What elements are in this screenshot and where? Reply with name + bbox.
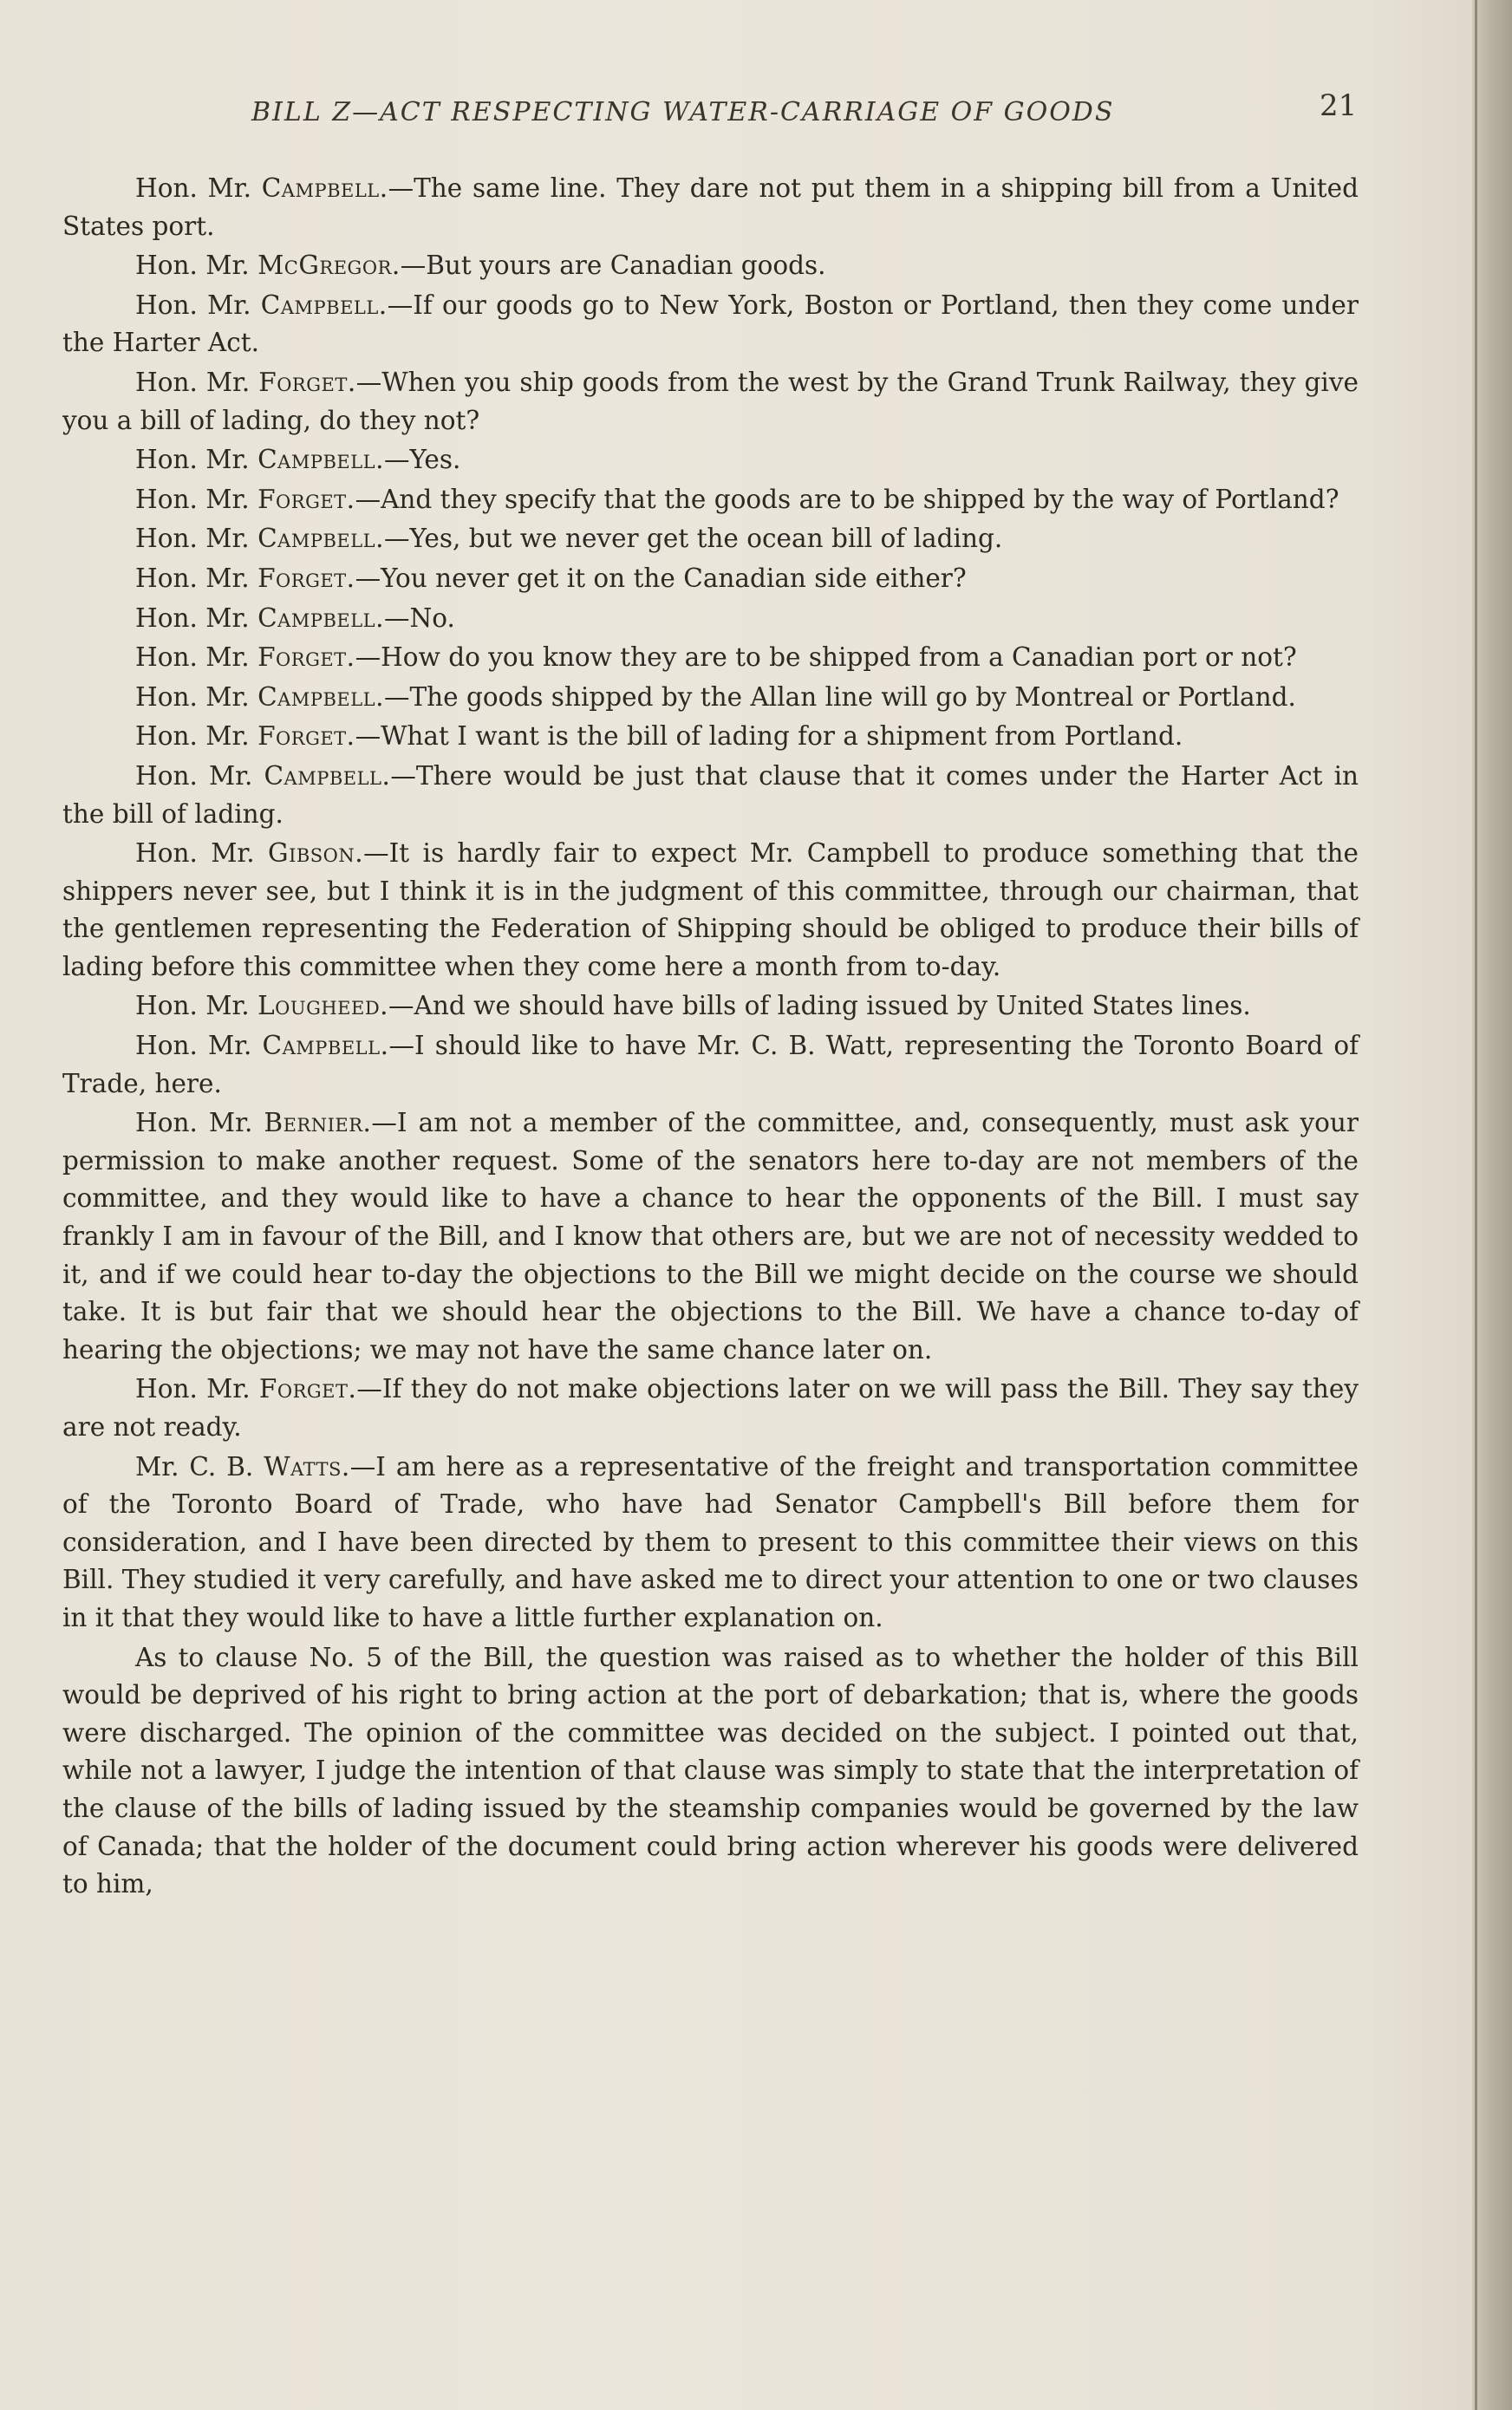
- speaker-name: Lougheed.: [257, 991, 389, 1021]
- page-header: [0, 85, 1474, 137]
- speaker-name: Campbell.: [261, 173, 388, 203]
- speaker-title: Hon. Mr.: [135, 251, 250, 281]
- speaker-name: Forget.: [257, 721, 355, 752]
- speaker-title: Hon. Mr.: [135, 1031, 252, 1061]
- page-number: 21: [1320, 88, 1358, 123]
- paragraph-text: —You never get it on the Canadian side either?: [355, 563, 967, 593]
- paragraph-text: —I am not a member of the committee, and, consequently, must ask your permission to make another request. Some of the senators here to-day are not members of the committee, and they would like to have a chance to hear the opponents of the Bill. I must say frankly I am in favour of the Bill, and I know that others are, but we are not of necessity wedded to it, and if we could hear to-day the objections to the Bill we might decide on the course we should take. It is but fair that we should hear the objections to the Bill. We have a chance to-day of hearing the objections; we may not have the same chance later on.: [62, 1108, 1359, 1365]
- paragraph-text: As to clause No. 5 of the Bill, the question was raised as to whether the holder of this Bill would be deprived of his right to bring action at the port of debarkation; that is, where the goods were discharged. The opinion of the committee was decided on the subject. I pointed out that, while not a lawyer, I judge the intention of that clause was simply to state that the interpretation of the clause of the bills of lading issued by the steamship companies would be governed by the law of Canada; that the holder of the document could bring action wherever his goods were delivered to him,: [62, 1642, 1359, 1899]
- speaker-name: Campbell.: [257, 445, 384, 475]
- speaker-title: Hon. Mr.: [135, 484, 250, 514]
- paragraph-text: —Yes.: [383, 445, 461, 475]
- paragraph: [62, 835, 1359, 986]
- paragraph: [62, 758, 1359, 833]
- paragraph: [62, 170, 1359, 245]
- speaker-name: Campbell.: [257, 681, 384, 712]
- speaker-name: Watts.: [264, 1451, 350, 1482]
- speaker-name: Forget.: [257, 484, 355, 514]
- paragraph: [62, 679, 1359, 717]
- paragraph: [62, 560, 1359, 598]
- paragraph: [62, 441, 1359, 479]
- paragraph: [62, 639, 1359, 677]
- speaker-title: Hon. Mr.: [135, 524, 250, 554]
- paragraph: [62, 1449, 1359, 1638]
- speaker-title: Hon. Mr.: [135, 602, 250, 633]
- speaker-title: Hon. Mr.: [135, 1374, 251, 1404]
- speaker-title: Hon. Mr.: [135, 642, 250, 673]
- speaker-title: Hon. Mr.: [135, 367, 251, 397]
- speaker-title: Hon. Mr.: [135, 290, 251, 320]
- paragraph: [62, 287, 1359, 362]
- paragraph-text: —And we should have bills of lading issued by United States lines.: [388, 991, 1251, 1021]
- paragraph-text: —It is hardly fair to expect Mr. Campbell to produce something that the shippers never see, but I think it is in the judgment of this committee, through our chairman, that the gentlemen representing the Federation of Shipping should be obliged to produce their bills of lading before this committee when they come here a month from to-day.: [62, 838, 1359, 981]
- speaker-name: McGregor.: [257, 251, 401, 281]
- paragraph: [62, 1027, 1359, 1103]
- speaker-name: Campbell.: [260, 290, 388, 320]
- paragraph-text: —I should like to have Mr. C. B. Watt, representing the Toronto Board of Trade, here.: [62, 1031, 1359, 1098]
- speaker-title: Hon. Mr.: [135, 681, 250, 712]
- speaker-name: Forget.: [257, 642, 355, 673]
- book-spine: [1472, 0, 1512, 2410]
- paragraph: [62, 718, 1359, 756]
- speaker-name: Campbell.: [264, 760, 391, 791]
- paragraph-text: —What I want is the bill of lading for a shipment from Portland.: [355, 721, 1183, 752]
- speaker-name: Campbell.: [257, 524, 384, 554]
- speaker-title: Hon. Mr.: [135, 1108, 253, 1138]
- paragraph-text: —Yes, but we never get the ocean bill of lading.: [383, 524, 1003, 554]
- paragraph-text: —The same line. They dare not put them in a shipping bill from a United States port.: [62, 173, 1359, 241]
- body-text: [62, 170, 1359, 1905]
- paragraph: [62, 600, 1359, 638]
- paragraph-text: —When you ship goods from the west by the Grand Trunk Railway, they give you a bill of lading, do they not?: [62, 367, 1359, 435]
- speaker-name: Campbell.: [257, 602, 384, 633]
- speaker-name: Forget.: [258, 1374, 357, 1404]
- paragraph: [62, 987, 1359, 1026]
- paragraph: [62, 364, 1359, 440]
- paragraph: [62, 1639, 1359, 1904]
- paragraph-text: —How do you know they are to be shipped from a Canadian port or not?: [355, 642, 1297, 673]
- paragraph-text: —There would be just that clause that it comes under the Harter Act in the bill of lading.: [62, 760, 1359, 829]
- speaker-title: Hon. Mr.: [135, 445, 250, 475]
- paragraph: [62, 1371, 1359, 1446]
- speaker-name: Forget.: [257, 563, 355, 593]
- paragraph-text: —I am here as a representative of the freight and transportation committee of the Toronto Board of Trade, who have had Senator Campbell's Bill before them for consideration, and I have been directed by them to present to this committee their views on this Bill. They studied it very carefully, and have asked me to direct your attention to one or two clauses in it that they would like to have a little further explanation on.: [62, 1451, 1359, 1632]
- paragraph-text: —No.: [383, 602, 455, 633]
- speaker-title: Hon. Mr.: [135, 173, 252, 203]
- paragraph: [62, 247, 1359, 285]
- speaker-title: Hon. Mr.: [135, 721, 250, 752]
- speaker-title: Hon. Mr.: [135, 760, 253, 791]
- speaker-name: Forget.: [258, 367, 356, 397]
- speaker-title: Hon. Mr.: [135, 563, 250, 593]
- speaker-title: Mr. C. B.: [135, 1451, 254, 1482]
- paragraph: [62, 520, 1359, 558]
- running-head: BILL Z—ACT RESPECTING WATER-CARRIAGE OF GOODS: [251, 97, 1115, 127]
- speaker-name: Bernier.: [264, 1108, 372, 1138]
- paragraph-text: —The goods shipped by the Allan line will go by Montreal or Portland.: [383, 681, 1296, 712]
- paragraph: [62, 1104, 1359, 1369]
- speaker-name: Campbell.: [262, 1031, 389, 1061]
- paragraph-text: —If they do not make objections later on we will pass the Bill. They say they are not ready.: [62, 1374, 1359, 1442]
- speaker-name: Gibson.: [268, 838, 364, 869]
- speaker-title: Hon. Mr.: [135, 838, 255, 869]
- spine-edge: [1475, 0, 1477, 2410]
- speaker-title: Hon. Mr.: [135, 991, 250, 1021]
- paragraph-text: —But yours are Canadian goods.: [400, 251, 826, 281]
- paragraph: [62, 481, 1359, 519]
- paragraph-text: —And they specify that the goods are to be shipped by the way of Portland?: [355, 484, 1339, 514]
- paragraph-text: —If our goods go to New York, Boston or Portland, then they come under the Harter Act.: [62, 290, 1359, 358]
